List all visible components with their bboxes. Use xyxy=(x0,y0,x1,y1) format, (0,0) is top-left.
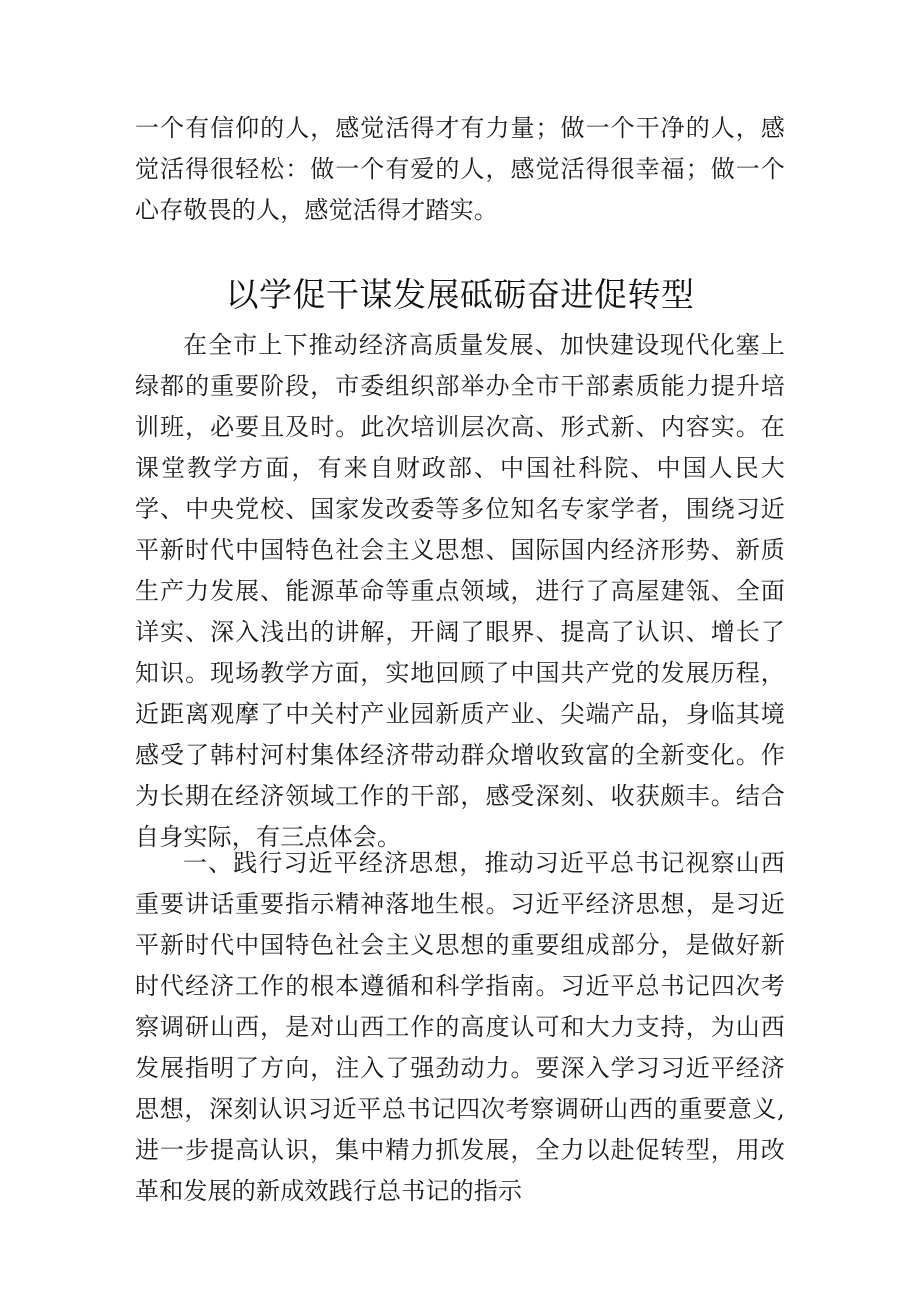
body-paragraph-1: 在全市上下推动经济高质量发展、加快建设现代化塞上绿都的重要阶段，市委组织部举办全市干部素质能力提升培训班，必要且及时。此次培训层次高、形式新、内容实。在课堂教学方面，有来自财政部、中国社科院、中国人民大学、中央党校、国家发改委等多位知名专家学者，围绕习近平新时代中国特色社会主义思想、国际国内经济形势、新质生产力发展、能源革命等重点领域，进行了高屋建瓴、全面详实、深入浅出的讲解，开阔了眼界、提高了认识、增长了知识。现场教学方面，实地回顾了中国共产党的发展历程，近距离观摩了中关村产业园新质产业、尖端产品，身临其境感受了韩村河村集体经济带动群众增收致富的全新变化。作为长期在经济领域工作的干部，感受深刻、收获颇丰。结合自身实际，有三点体会。 xyxy=(135,331,785,851)
article-title: 以学促干谋发展砥砺奋进促转型 xyxy=(225,275,695,314)
intro-paragraph: 一个有信仰的人，感觉活得才有力量；做一个干净的人，感觉活得很轻松：做一个有爱的人，感觉活得很幸福；做一个心存敬畏的人，感觉活得才踏实。 xyxy=(135,114,785,224)
body-paragraph-2: 一、践行习近平经济思想，推动习近平总书记视察山西重要讲话重要指示精神落地生根。习近平经济思想，是习近平新时代中国特色社会主义思想的重要组成部分，是做好新时代经济工作的根本遵循和科学指南。习近平总书记四次考察调研山西，是对山西工作的高度认可和大力支持，为山西发展指明了方向，注入了强劲动力。要深入学习习近平经济思想，深刻认识习近平总书记四次考察调研山西的重要意义,进一步提高认识，集中精力抓发展，全力以赴促转型，用改革和发展的新成效践行总书记的指示 xyxy=(135,849,785,1205)
